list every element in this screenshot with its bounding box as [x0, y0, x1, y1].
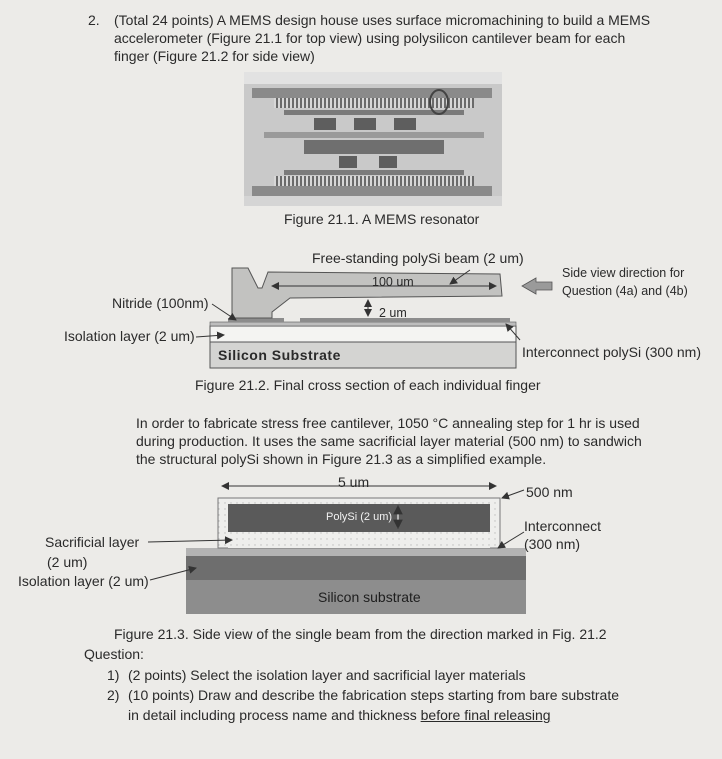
- nitride-layer: [210, 322, 516, 326]
- problem-number: 2.: [88, 12, 100, 28]
- figure-21-3-caption: Figure 21.3. Side view of the single beam from the direction marked in Fig. 21.2: [114, 626, 607, 642]
- question-2-line-2-underlined: before final releasing: [420, 707, 551, 723]
- mems-resonator-photo: [244, 72, 502, 206]
- label-sacrificial-2: (2 um): [47, 554, 88, 570]
- label-silicon-substrate-fig2: Silicon Substrate: [218, 347, 341, 363]
- label-free-standing-beam: Free-standing polySi beam (2 um): [312, 250, 524, 266]
- figure-21-1-caption: Figure 21.1. A MEMS resonator: [284, 211, 480, 227]
- question-2-line-2-plain: in detail including process name and thickness: [128, 707, 421, 723]
- problem-line-3: finger (Figure 21.2 for side view): [114, 48, 315, 64]
- label-nitride: Nitride (100nm): [112, 295, 209, 311]
- question-1-text: (2 points) Select the isolation layer and sacrificial layer materials: [128, 667, 526, 683]
- label-isolation-fig2: Isolation layer (2 um): [64, 328, 195, 344]
- problem-line-2: accelerometer (Figure 21.1 for top view) using polysilicon cantilever beam for each: [114, 30, 626, 46]
- question-2-number: 2): [107, 687, 120, 703]
- side-view-arrow: [522, 278, 552, 294]
- label-2um-fig2: 2 um: [379, 306, 407, 320]
- label-100um: 100 um: [372, 275, 414, 289]
- question-2-text: (10 points) Draw and describe the fabrication steps starting from bare substrate: [128, 687, 620, 703]
- label-silicon-substrate-fig3: Silicon substrate: [318, 589, 421, 605]
- label-interconnect-polysi: Interconnect polySi (300 nm): [522, 344, 701, 360]
- question-2-line-2: [128, 707, 551, 724]
- label-polysi-2um: PolySi (2 um): [326, 511, 393, 523]
- label-5um: 5 um: [338, 474, 370, 490]
- paragraph-line-2: during production. It uses the same sacrificial layer material (500 nm) to sandwich: [136, 433, 642, 449]
- label-side-view-2: Question (4a) and (4b): [562, 284, 688, 298]
- label-side-view-1: Side view direction for: [562, 266, 685, 280]
- problem-line-1: (Total 24 points) A MEMS design house uses surface micromachining to build a MEMS: [114, 12, 651, 28]
- label-sacrificial-1: Sacrificial layer: [45, 534, 140, 550]
- label-500nm: 500 nm: [526, 484, 573, 500]
- paragraph-line-1: In order to fabricate stress free cantilever, 1050 °C annealing step for 1 hr is used: [136, 415, 640, 431]
- question-1-number: 1): [107, 667, 120, 683]
- label-interconnect-2: (300 nm): [524, 536, 581, 552]
- paragraph-line-3: the structural polySi shown in Figure 21.3 as a simplified example.: [136, 451, 547, 467]
- figure-21-2-caption: Figure 21.2. Final cross section of each individual finger: [195, 377, 541, 393]
- label-isolation-fig3: Isolation layer (2 um): [18, 573, 149, 589]
- question-heading: Question:: [84, 646, 144, 662]
- isolation-layer: [210, 326, 516, 342]
- isolation-layer-fig3: [186, 556, 526, 580]
- label-interconnect-1: Interconnect: [524, 518, 602, 534]
